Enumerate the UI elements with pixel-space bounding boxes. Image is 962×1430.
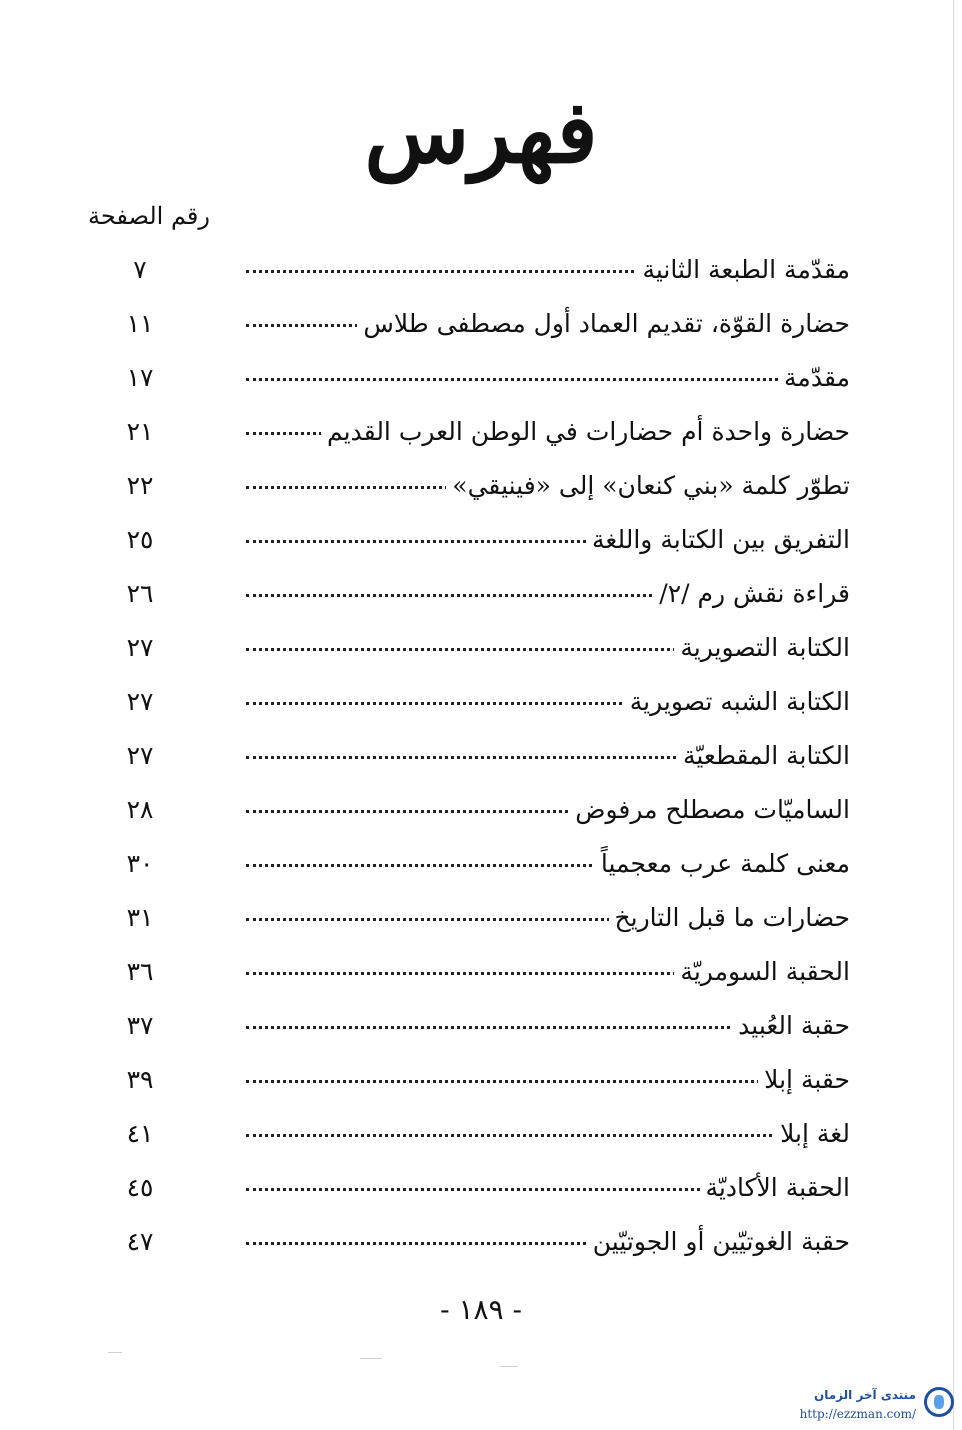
toc-entry bbox=[0, 404, 962, 458]
page-number-column-header: رقم الصفحة bbox=[88, 202, 210, 230]
toc-entry bbox=[0, 782, 962, 836]
toc-entry-page: ٢٧ bbox=[126, 741, 154, 770]
toc-entry-title: التفريق بين الكتابة واللغة bbox=[586, 518, 850, 562]
toc-entry-title: حضارات ما قبل التاريخ bbox=[609, 896, 850, 940]
toc-entry-title: مقدّمة الطبعة الثانية bbox=[636, 248, 850, 292]
toc-entry bbox=[0, 242, 962, 296]
toc-entry bbox=[0, 1106, 962, 1160]
toc-entry bbox=[0, 1160, 962, 1214]
toc-entry bbox=[0, 998, 962, 1052]
toc-entry-title: حقبة العُبيد bbox=[732, 1004, 850, 1048]
toc-entry-title: الكتابة المقطعيّة bbox=[677, 734, 850, 778]
toc-leader-dots bbox=[246, 1130, 850, 1137]
watermark-name: منتدى آخر الزمان bbox=[814, 1388, 916, 1402]
toc-entry bbox=[0, 1052, 962, 1106]
toc-entry bbox=[0, 620, 962, 674]
scan-mark bbox=[360, 1358, 382, 1359]
toc-entry-title: الحقبة السومريّة bbox=[674, 950, 850, 994]
toc-entry-page: ٣٩ bbox=[126, 1065, 154, 1094]
toc-entry-page: ٣٦ bbox=[126, 957, 154, 986]
toc-entry-title: معنى كلمة عرب معجمياً bbox=[595, 842, 850, 886]
toc-entry-page: ٢١ bbox=[126, 417, 154, 446]
toc-entry bbox=[0, 836, 962, 890]
toc-entry-page: ٣١ bbox=[126, 903, 154, 932]
toc-entry-page: ٢٧ bbox=[126, 633, 154, 662]
toc-entry bbox=[0, 890, 962, 944]
toc-entry-page: ٢٢ bbox=[126, 471, 154, 500]
toc-entry-page: ٣٧ bbox=[126, 1011, 154, 1040]
toc-entry-title: الحقبة الأكاديّة bbox=[700, 1166, 850, 1210]
toc-entry-page: ٢٨ bbox=[126, 795, 154, 824]
toc-entry-page: ٢٥ bbox=[126, 525, 154, 554]
toc-entry-title: قراءة نقش رم /٢/ bbox=[653, 572, 850, 616]
toc-entry bbox=[0, 944, 962, 998]
toc-entry-page: ٤١ bbox=[126, 1119, 154, 1148]
toc-entry-title: حضارة القوّة، تقديم العماد أول مصطفى طلاس bbox=[357, 302, 850, 346]
toc-entry-title: الساميّات مصطلح مرفوض bbox=[569, 788, 850, 832]
toc-leader-dots bbox=[246, 374, 850, 381]
toc-entry bbox=[0, 350, 962, 404]
page-title: فهرس bbox=[364, 82, 598, 183]
page-number: - ١٨٩ - bbox=[440, 1293, 522, 1326]
toc-entry-title: مقدّمة bbox=[778, 356, 850, 400]
toc-entry-page: ١٧ bbox=[126, 363, 154, 392]
toc-entry-page: ٣٠ bbox=[126, 849, 154, 878]
toc-entry bbox=[0, 512, 962, 566]
toc-entry-page: ٢٦ bbox=[126, 579, 154, 608]
toc-entry-page: ١١ bbox=[126, 309, 154, 338]
toc-entry-title: تطوّر كلمة «بني كنعان» إلى «فينيقي» bbox=[446, 464, 850, 508]
toc-entry bbox=[0, 566, 962, 620]
toc-entry bbox=[0, 728, 962, 782]
forum-logo-icon bbox=[924, 1387, 954, 1417]
toc-entry bbox=[0, 1214, 962, 1268]
toc-entry bbox=[0, 458, 962, 512]
toc-entry-title: الكتابة الشبه تصويرية bbox=[624, 680, 850, 724]
scan-mark bbox=[108, 1352, 122, 1353]
toc-entry-page: ٤٧ bbox=[126, 1227, 154, 1256]
forum-watermark bbox=[760, 1383, 960, 1427]
toc-entry-page: ٤٥ bbox=[126, 1173, 154, 1202]
toc-entry-title: حقبة الغوتيّين أو الجوتيّين bbox=[587, 1220, 850, 1264]
toc-entry bbox=[0, 674, 962, 728]
toc-entry-title: لغة إبلا bbox=[774, 1112, 850, 1156]
toc-entry bbox=[0, 296, 962, 350]
watermark-url: http://ezzman.com/ bbox=[799, 1407, 916, 1421]
toc-entry-title: حقبة إبلا bbox=[758, 1058, 850, 1102]
toc-entry-page: ٢٧ bbox=[126, 687, 154, 716]
toc-entry-title: حضارة واحدة أم حضارات في الوطن العرب القديم bbox=[321, 410, 850, 454]
toc-entry-title: الكتابة التصويرية bbox=[674, 626, 850, 670]
scan-mark bbox=[500, 1366, 518, 1367]
toc-entry-page: ٧ bbox=[133, 255, 147, 284]
